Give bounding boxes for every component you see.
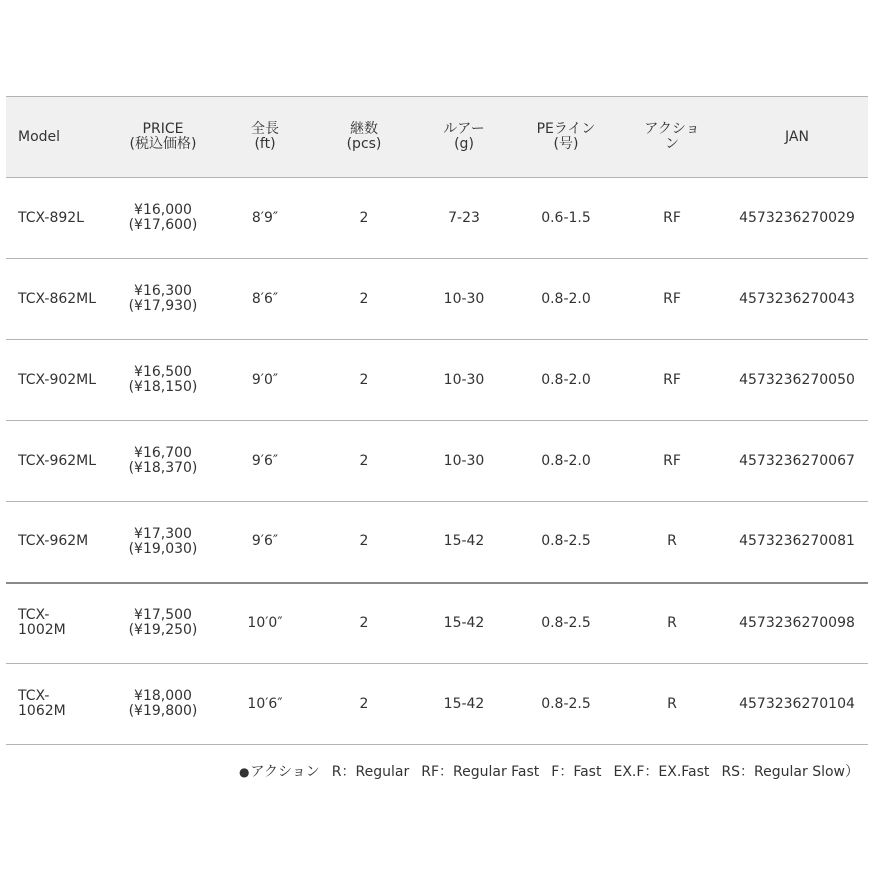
cell-lure: 15-42 [414,583,514,664]
price-value: ¥17,500 [134,607,192,624]
cell-pieces: 2 [314,259,414,340]
cell-lure: 10-30 [414,340,514,421]
column-header-price [110,97,216,178]
cell-length: 9′6″ [216,502,314,583]
cell-model [6,259,110,340]
table-header [6,97,868,178]
cell-model [6,664,110,745]
column-header-line: Model [18,128,61,145]
cell-lure: 15-42 [414,664,514,745]
model-name-line: TCX-962ML [18,452,97,469]
cell-action: R [618,664,726,745]
cell-pieces: 2 [314,178,414,259]
model-name-line: 1062M [18,703,66,719]
cell-lure: 10-30 [414,259,514,340]
cell-jan: 4573236270043 [726,259,868,340]
column-header-line: (ft) [254,136,276,152]
column-header-line: PRICE [142,121,184,137]
cell-model [6,178,110,259]
cell-length: 9′6″ [216,421,314,502]
column-header-pieces [314,97,414,178]
cell-lure: 10-30 [414,421,514,502]
table-row [6,664,868,745]
cell-action: RF [618,421,726,502]
price-tax-value: (¥17,930) [128,298,198,314]
cell-model [6,502,110,583]
cell-action: RF [618,178,726,259]
cell-jan: 4573236270067 [726,421,868,502]
legend-item: F：Fast [551,764,602,780]
cell-price [110,421,216,502]
cell-jan: 4573236270050 [726,340,868,421]
model-name-line: 1002M [18,622,66,639]
table-row [6,259,868,340]
model-name-line: TCX- [18,688,50,704]
column-header-action [618,97,726,178]
cell-pieces: 2 [314,340,414,421]
table-row [6,178,868,259]
model-name-line: TCX- [18,607,50,624]
cell-price [110,259,216,340]
column-header-line: 全長 [251,121,279,137]
cell-pe-line: 0.6-1.5 [514,178,618,259]
column-header-lure [414,97,514,178]
cell-action: R [618,502,726,583]
column-header-line: ン [665,136,679,152]
column-header-line: 継数 [350,121,378,137]
price-tax-value: (¥19,800) [128,703,198,719]
cell-lure: 15-42 [414,502,514,583]
cell-jan: 4573236270029 [726,178,868,259]
price-value: ¥16,700 [134,445,192,461]
price-value: ¥17,300 [134,525,192,542]
cell-length: 10′0″ [216,583,314,664]
action-legend [239,761,859,781]
bullet-icon: ● [238,765,250,779]
table-row [6,502,868,583]
model-name-line: TCX-962M [18,533,89,550]
model-name-line: TCX-902ML [18,371,97,388]
column-header-line: ルアー [443,121,485,137]
column-header-length [216,97,314,178]
column-header-line: (税込価格) [129,136,197,152]
spec-table [6,96,868,745]
column-header-pe_line [514,97,618,178]
cell-pieces: 2 [314,664,414,745]
model-name-line: TCX-862ML [18,290,97,307]
legend-item: R：Regular [331,764,410,780]
cell-price [110,664,216,745]
cell-pe-line: 0.8-2.5 [514,583,618,664]
column-header-line: (号) [553,136,579,152]
cell-price [110,340,216,421]
cell-pe-line: 0.8-2.5 [514,664,618,745]
legend-item: RS：Regular Slow） [721,764,859,780]
cell-jan: 4573236270081 [726,502,868,583]
cell-pe-line: 0.8-2.0 [514,340,618,421]
table-row [6,340,868,421]
table-row [6,421,868,502]
cell-pe-line: 0.8-2.0 [514,259,618,340]
legend-title: アクション [250,764,320,780]
header-row [6,97,868,178]
cell-action: RF [618,340,726,421]
column-header-line: (g) [454,136,474,152]
cell-length: 8′6″ [216,259,314,340]
cell-price [110,178,216,259]
column-header-line: JAN [785,128,809,145]
column-header-jan [726,97,868,178]
cell-length: 10′6″ [216,664,314,745]
price-value: ¥16,500 [134,364,192,380]
cell-price [110,583,216,664]
cell-pieces: 2 [314,421,414,502]
price-tax-value: (¥19,030) [128,540,198,557]
cell-model [6,583,110,664]
model-name-line: TCX-892L [18,209,84,226]
price-tax-value: (¥19,250) [128,622,198,639]
legend-item: EX.F：EX.Fast [613,764,710,780]
cell-length: 8′9″ [216,178,314,259]
price-tax-value: (¥17,600) [128,217,198,233]
column-header-model [6,97,110,178]
cell-model [6,340,110,421]
column-header-line: (pcs) [346,136,382,152]
price-value: ¥16,000 [134,202,192,218]
cell-jan: 4573236270104 [726,664,868,745]
cell-pieces: 2 [314,583,414,664]
cell-length: 9′0″ [216,340,314,421]
legend-item: RF：Regular Fast [421,764,540,780]
cell-price [110,502,216,583]
price-tax-value: (¥18,370) [128,460,198,476]
cell-pe-line: 0.8-2.5 [514,502,618,583]
price-value: ¥18,000 [134,688,192,704]
cell-pieces: 2 [314,502,414,583]
column-header-line: PEライン [536,121,596,137]
column-header-line: アクショ [644,121,700,137]
price-tax-value: (¥18,150) [128,379,198,395]
cell-lure: 7-23 [414,178,514,259]
cell-action: RF [618,259,726,340]
cell-jan: 4573236270098 [726,583,868,664]
cell-action: R [618,583,726,664]
cell-pe-line: 0.8-2.0 [514,421,618,502]
table-row [6,583,868,664]
price-value: ¥16,300 [134,283,192,299]
table-body [6,178,868,745]
cell-model [6,421,110,502]
